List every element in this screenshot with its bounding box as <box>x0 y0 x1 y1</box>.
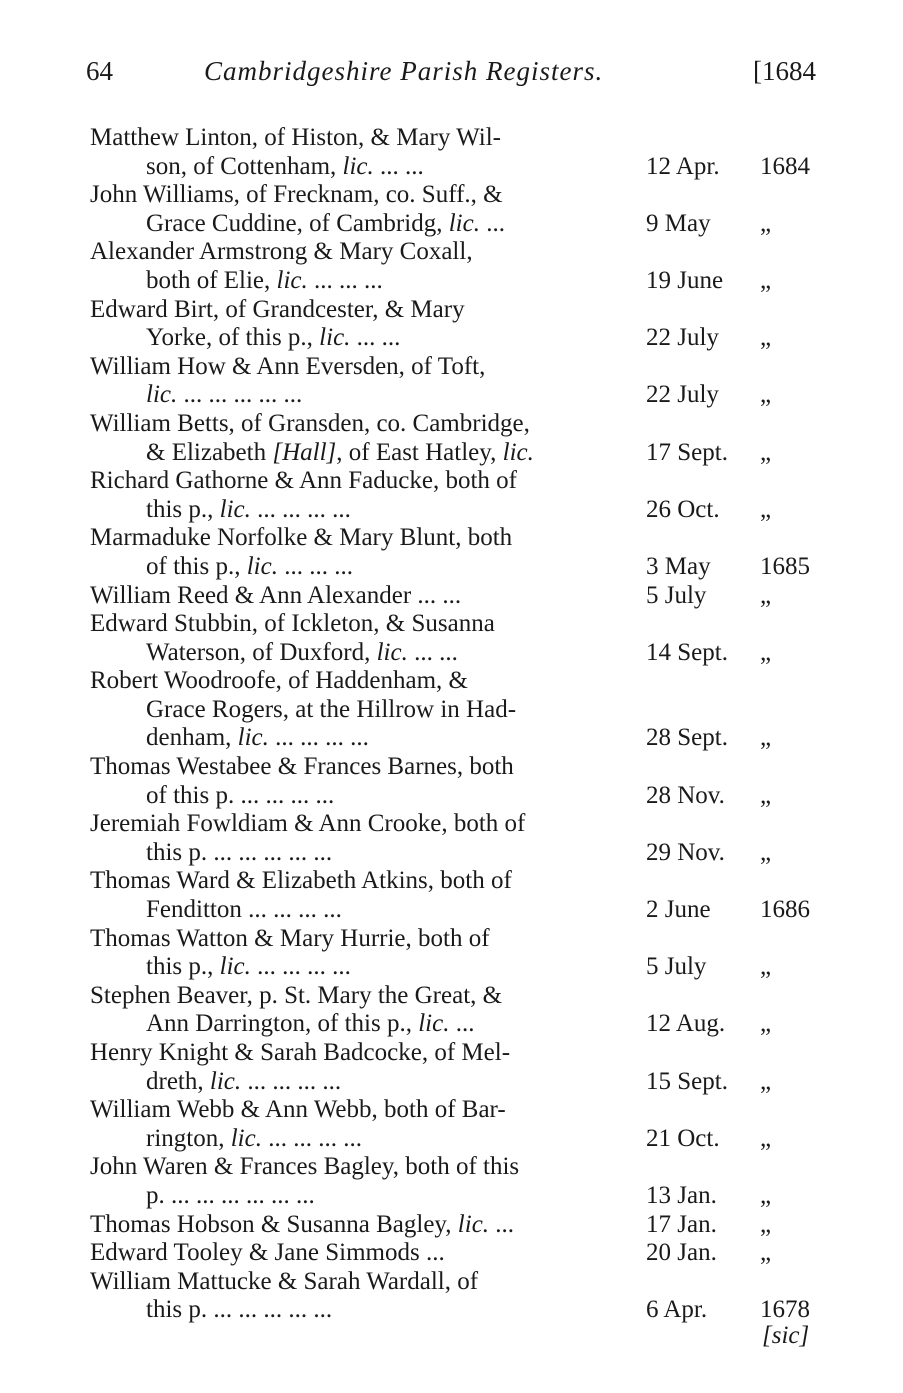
entry-line <box>0 467 903 496</box>
entry-date: 17 Sept. <box>646 438 728 466</box>
sic-note: [sic] <box>762 1322 810 1349</box>
entry-year: „ <box>760 781 772 809</box>
entry-text: Alexander Armstrong & Mary Coxall, <box>90 238 473 266</box>
entry-line <box>0 1096 903 1125</box>
entry-date: 14 Sept. <box>646 638 728 666</box>
entry-line <box>0 1153 903 1182</box>
entry-text: & Elizabeth [Hall], of East Hatley, lic. <box>146 438 534 466</box>
entry-line <box>0 1010 903 1039</box>
entry-year: „ <box>760 581 772 609</box>
entry-line <box>0 867 903 896</box>
entry-year: „ <box>760 724 772 752</box>
entry-line <box>0 381 903 410</box>
entry-text: dreth, lic. ... ... ... ... <box>146 1067 342 1095</box>
entry-line <box>0 1125 903 1154</box>
entry-year: „ <box>760 1124 772 1152</box>
entry-line <box>0 753 903 782</box>
entry-year: „ <box>760 324 772 352</box>
page-number: 64 <box>86 56 113 86</box>
entry-line <box>0 353 903 382</box>
entry-year: „ <box>760 1181 772 1209</box>
entry-text: Henry Knight & Sarah Badcocke, of Mel- <box>90 1039 511 1066</box>
entry-date: 9 May <box>646 209 711 237</box>
entry-line <box>0 1296 903 1325</box>
entry-date: 6 Apr. <box>646 1296 708 1324</box>
entry-text: Thomas Ward & Elizabeth Atkins, both of <box>90 867 512 895</box>
entry-text: Thomas Westabee & Frances Barnes, both <box>90 753 514 781</box>
entry-date: 28 Sept. <box>646 724 728 752</box>
entry-year: „ <box>760 209 772 237</box>
entry-line <box>0 925 903 954</box>
entry-text: this p., lic. ... ... ... ... <box>146 953 351 981</box>
entry-year: „ <box>760 1210 772 1238</box>
entry-year: 1686 <box>760 896 810 924</box>
running-year: [1684 <box>753 56 816 86</box>
entry-text: son, of Cottenham, lic. ... ... <box>146 152 424 180</box>
entry-text: Edward Tooley & Jane Simmods ... <box>90 1239 445 1267</box>
entry-line <box>0 153 903 182</box>
entry-text: William Betts, of Gransden, co. Cambridge, <box>90 409 530 437</box>
entry-text: Robert Woodroofe, of Haddenham, & <box>90 667 468 695</box>
entry-line <box>0 1268 903 1297</box>
entry-line <box>0 210 903 239</box>
entry-text: Grace Rogers, at the Hillrow in Had- <box>146 695 517 723</box>
entry-year: „ <box>760 953 772 981</box>
entry-text: lic. ... ... ... ... ... <box>146 381 303 409</box>
entry-line <box>0 524 903 553</box>
entry-year: „ <box>760 1239 772 1267</box>
entry-year: 1685 <box>760 552 810 580</box>
entry-year: „ <box>760 438 772 466</box>
entry-year: „ <box>760 1010 772 1038</box>
entry-line <box>0 238 903 267</box>
entry-line <box>0 724 903 753</box>
entry-year: „ <box>760 381 772 409</box>
entry-line <box>0 839 903 868</box>
entry-line <box>0 1211 903 1240</box>
entry-line <box>0 1068 903 1097</box>
entry-text: denham, lic. ... ... ... ... <box>146 724 369 752</box>
entry-text: William How & Ann Eversden, of Toft, <box>90 352 486 380</box>
entry-text: both of Elie, lic. ... ... ... <box>146 266 383 294</box>
entry-text: Waterson, of Duxford, lic. ... ... <box>146 638 458 666</box>
page-header <box>86 56 826 96</box>
entry-line <box>0 896 903 925</box>
marriage-entries <box>0 124 903 1325</box>
entry-text: p. ... ... ... ... ... ... <box>146 1181 315 1209</box>
entry-date: 29 Nov. <box>646 838 725 866</box>
entry-year: „ <box>760 495 772 523</box>
entry-date: 28 Nov. <box>646 781 725 809</box>
entry-line <box>0 953 903 982</box>
entry-text: Thomas Hobson & Susanna Bagley, lic. ... <box>90 1210 515 1238</box>
entry-line <box>0 296 903 325</box>
entry-text: William Webb & Ann Webb, both of Bar- <box>90 1096 506 1124</box>
entry-line <box>0 582 903 611</box>
entry-text: of this p. ... ... ... ... <box>146 781 335 809</box>
entry-line <box>0 782 903 811</box>
entry-date: 19 June <box>646 266 724 294</box>
entry-text: Thomas Watton & Mary Hurrie, both of <box>90 924 490 952</box>
entry-date: 5 July <box>646 581 707 609</box>
entry-date: 22 July <box>646 381 719 409</box>
running-title: Cambridgeshire Parish Registers. <box>204 56 604 86</box>
entry-year: „ <box>760 266 772 294</box>
entry-text: Ann Darrington, of this p., lic. ... <box>146 1010 475 1038</box>
entry-text: Yorke, of this p., lic. ... ... <box>146 324 401 352</box>
entry-date: 2 June <box>646 896 711 924</box>
entry-text: Edward Stubbin, of Ickleton, & Susanna <box>90 610 495 638</box>
entry-text: Grace Cuddine, of Cambridg, lic. ... <box>146 209 505 237</box>
entry-text: this p. ... ... ... ... ... <box>146 838 333 866</box>
entry-text: William Mattucke & Sarah Wardall, of <box>90 1267 479 1295</box>
entry-date: 12 Apr. <box>646 152 720 180</box>
entry-text: Jeremiah Fowldiam & Ann Crooke, both of <box>90 810 526 838</box>
entry-line <box>0 439 903 468</box>
entry-line <box>0 496 903 525</box>
entry-date: 15 Sept. <box>646 1067 728 1095</box>
entry-line <box>0 982 903 1011</box>
entry-line <box>0 410 903 439</box>
entry-year: „ <box>760 638 772 666</box>
entry-line <box>0 181 903 210</box>
entry-text: William Reed & Ann Alexander ... ... <box>90 581 462 609</box>
entry-line <box>0 639 903 668</box>
entry-line <box>0 1182 903 1211</box>
entry-line <box>0 610 903 639</box>
entry-date: 17 Jan. <box>646 1210 717 1238</box>
entry-text: Edward Birt, of Grandcester, & Mary <box>90 295 465 323</box>
entry-line <box>0 1039 903 1068</box>
entry-line <box>0 553 903 582</box>
entry-line <box>0 667 903 696</box>
entry-year: 1678 <box>760 1296 810 1324</box>
entry-text: this p. ... ... ... ... ... <box>146 1296 333 1324</box>
entry-text: Marmaduke Norfolke & Mary Blunt, both <box>90 524 513 552</box>
entry-year: „ <box>760 1067 772 1095</box>
entry-date: 13 Jan. <box>646 1181 717 1209</box>
entry-date: 3 May <box>646 552 711 580</box>
entry-date: 26 Oct. <box>646 495 720 523</box>
entry-line <box>0 696 903 725</box>
entry-date: 12 Aug. <box>646 1010 726 1038</box>
entry-text: Richard Gathorne & Ann Faducke, both of <box>90 467 517 495</box>
entry-text: Matthew Linton, of Histon, & Mary Wil- <box>90 124 501 151</box>
entry-date: 22 July <box>646 324 719 352</box>
entry-text: of this p., lic. ... ... ... <box>146 552 353 580</box>
entry-text: Stephen Beaver, p. St. Mary the Great, & <box>90 981 503 1009</box>
entry-date: 5 July <box>646 953 707 981</box>
entry-year: „ <box>760 838 772 866</box>
entry-date: 20 Jan. <box>646 1239 717 1267</box>
entry-text: Fenditton ... ... ... ... <box>146 896 342 924</box>
entry-line <box>0 810 903 839</box>
entry-year: 1684 <box>760 152 810 180</box>
entry-line <box>0 1239 903 1268</box>
entry-line <box>0 124 903 153</box>
entry-date: 21 Oct. <box>646 1124 720 1152</box>
entry-line <box>0 267 903 296</box>
entry-line <box>0 324 903 353</box>
entry-text: rington, lic. ... ... ... ... <box>146 1124 362 1152</box>
entry-text: this p., lic. ... ... ... ... <box>146 495 351 523</box>
entry-text: John Waren & Frances Bagley, both of this <box>90 1153 520 1181</box>
entry-text: John Williams, of Frecknam, co. Suff., & <box>90 181 503 209</box>
